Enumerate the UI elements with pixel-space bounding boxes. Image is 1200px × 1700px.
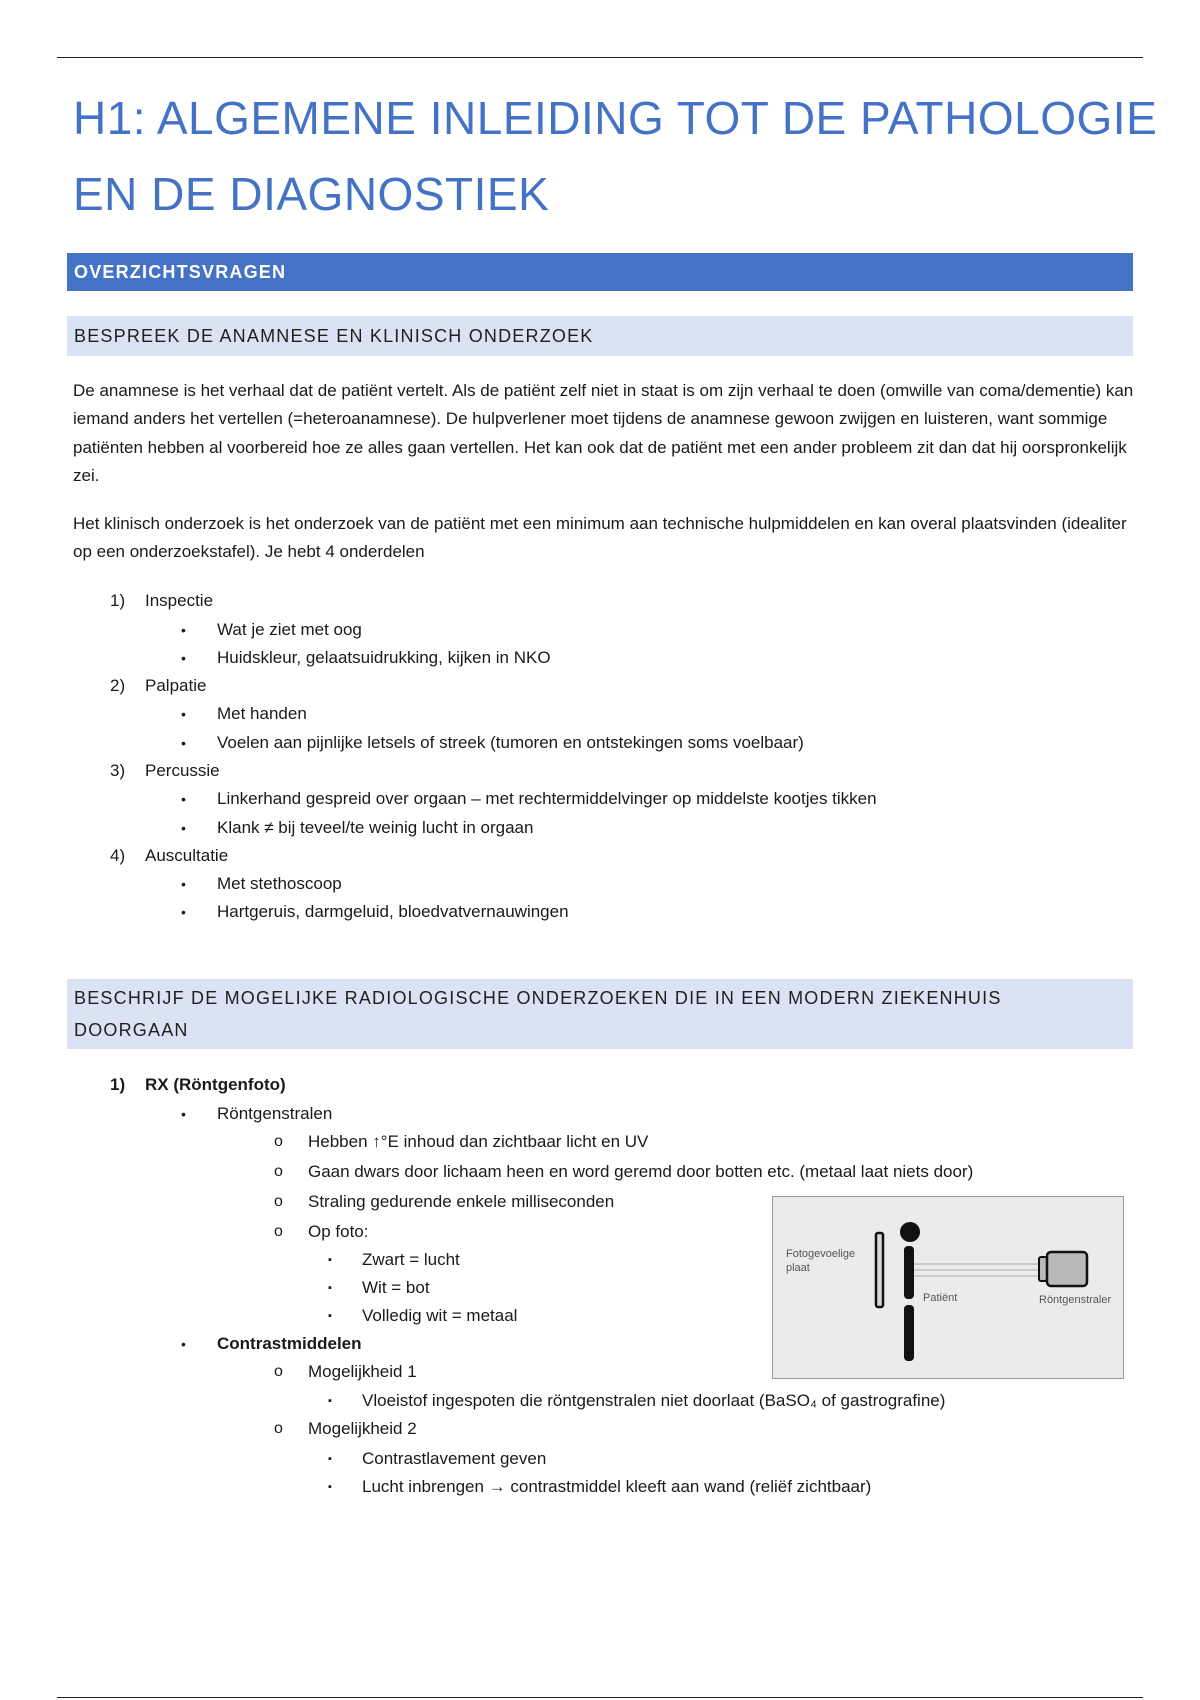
list-subitem: Mogelijkheid 2 (308, 1419, 417, 1438)
list-subitem: Mogelijkheid 1 (308, 1362, 417, 1381)
top-rule (57, 57, 1143, 58)
paragraph-anamnese: De anamnese is het verhaal dat de patiënt vertelt. Als de patiënt zelf niet in staat is om zijn verhaal te doen (omwille van coma/dementie) kan iemand anders het vertellen (=heteroanamnese). De hulpverlener moet tijdens de anamnese gewoon zwijgen en luisteren, want sommige patiënten hebben al voorbereid hoe ze alles gaan vertellen. Het kan ook dat de patiënt met een ander probleem zit dan dat hij oorspronkelijk zei. (73, 381, 1134, 485)
list-subitem: Contrastlavement geven (362, 1449, 547, 1468)
list-subitem: Met handen (217, 704, 307, 723)
subheading-radiology (67, 979, 1133, 1049)
bullet-icon: • (181, 904, 186, 920)
title-line-2: EN DE DIAGNOSTIEK (73, 168, 550, 220)
list-item: Percussie (145, 761, 220, 780)
bullet-icon: • (181, 650, 186, 666)
circle-bullet-icon: o (274, 1223, 283, 1240)
subheading-anamnese: BESPREEK DE ANAMNESE EN KLINISCH ONDERZOEK (67, 316, 1133, 356)
square-bullet-icon: ▪ (328, 1481, 332, 1493)
list-subitem: Voelen aan pijnlijke letsels of streek (tumoren en ontstekingen soms voelbaar) (217, 733, 804, 752)
paragraph-klinisch-onderzoek: Het klinisch onderzoek is het onderzoek van de patiënt met een minimum aan technische hulpmiddelen en kan overal plaatsvinden (idealiter op een onderzoekstafel). Je hebt 4 onderdelen (73, 514, 1127, 562)
xray-diagram (772, 1196, 1124, 1379)
patient-label: Patiënt (923, 1292, 958, 1304)
bullet-icon: • (181, 735, 186, 751)
list-subitem: Straling gedurende enkele milliseconden (308, 1192, 615, 1211)
title-line-1: H1: ALGEMENE INLEIDING TOT DE PATHOLOGIE (73, 92, 1158, 144)
circle-bullet-icon: o (274, 1363, 283, 1380)
list-subitem: Hartgeruis, darmgeluid, bloedvatvernauwingen (217, 902, 569, 921)
list-number: 4) (110, 846, 126, 865)
plate-label: Fotogevoelige (786, 1248, 856, 1260)
xray-source-icon (1047, 1252, 1087, 1286)
list-number: 1) (110, 1075, 126, 1094)
square-bullet-icon: ▪ (328, 1282, 332, 1294)
list-subitem: Klank ≠ bij teveel/te weinig lucht in orgaan (217, 818, 534, 837)
list-subitem: Röntgenstralen (217, 1104, 333, 1123)
xray-diagram-svg (773, 1197, 1125, 1380)
page-title (73, 80, 1158, 232)
bullet-icon: • (181, 791, 186, 807)
square-bullet-icon: ▪ (328, 1395, 332, 1407)
bullet-icon: • (181, 706, 186, 722)
list-subitem: Hebben ↑°E inhoud dan zichtbaar licht en UV (308, 1132, 649, 1151)
bullet-icon: • (181, 622, 186, 638)
square-bullet-icon: ▪ (328, 1254, 332, 1266)
bottom-rule (57, 1697, 1143, 1698)
source-label: Röntgenstraler (1039, 1294, 1112, 1306)
circle-bullet-icon: o (274, 1193, 283, 1210)
list-subitem: Op foto: (308, 1222, 369, 1241)
section-heading-overzichtsvragen: OVERZICHTSVRAGEN (67, 253, 1133, 291)
list-subitem: Contrastmiddelen (217, 1334, 362, 1353)
list-subitem: Vloeistof ingespoten die röntgenstralen niet doorlaat (BaSO₄ of gastrografine) (362, 1391, 946, 1410)
list-subitem: Volledig wit = metaal (362, 1306, 518, 1325)
circle-bullet-icon: o (274, 1163, 283, 1180)
list-subitem: Gaan dwars door lichaam heen en word geremd door botten etc. (metaal laat niets door) (308, 1162, 974, 1181)
bullet-icon: • (181, 820, 186, 836)
list-number: 1) (110, 591, 126, 610)
bullet-icon: • (181, 1336, 186, 1352)
subheading-radiology-line-1: BESCHRIJF DE MOGELIJKE RADIOLOGISCHE ONDERZOEKEN DIE IN EEN MODERN ZIEKENHUIS (74, 988, 1002, 1008)
patient-legs-icon (904, 1305, 914, 1361)
list-item: Palpatie (145, 676, 207, 695)
list-subitem: Lucht inbrengen → contrastmiddel kleeft aan wand (reliëf zichtbaar) (362, 1477, 872, 1496)
list-subitem: Met stethoscoop (217, 874, 342, 893)
bullet-icon: • (181, 876, 186, 892)
plate-label: plaat (786, 1262, 810, 1274)
circle-bullet-icon: o (274, 1133, 283, 1150)
list-subitem: Wat je ziet met oog (217, 620, 362, 639)
list-subitem: Wit = bot (362, 1278, 430, 1297)
rx-heading: RX (Röntgenfoto) (145, 1075, 286, 1094)
list-number: 3) (110, 761, 126, 780)
list-item: Inspectie (145, 591, 214, 610)
list-item: Auscultatie (145, 846, 229, 865)
square-bullet-icon: ▪ (328, 1310, 332, 1322)
list-subitem: Linkerhand gespreid over orgaan – met rechtermiddelvinger op middelste kootjes tikken (217, 789, 877, 808)
list-subitem: Zwart = lucht (362, 1250, 460, 1269)
list-subitem: Huidskleur, gelaatsuidrukking, kijken in NKO (217, 648, 551, 667)
patient-body-icon (904, 1246, 914, 1299)
subheading-radiology-line-2: DOORGAAN (74, 1020, 189, 1040)
patient-head-icon (900, 1222, 920, 1242)
bullet-icon: • (181, 1106, 186, 1122)
photo-plate-icon (876, 1233, 883, 1307)
circle-bullet-icon: o (274, 1420, 283, 1437)
square-bullet-icon: ▪ (328, 1453, 332, 1465)
list-number: 2) (110, 676, 126, 695)
